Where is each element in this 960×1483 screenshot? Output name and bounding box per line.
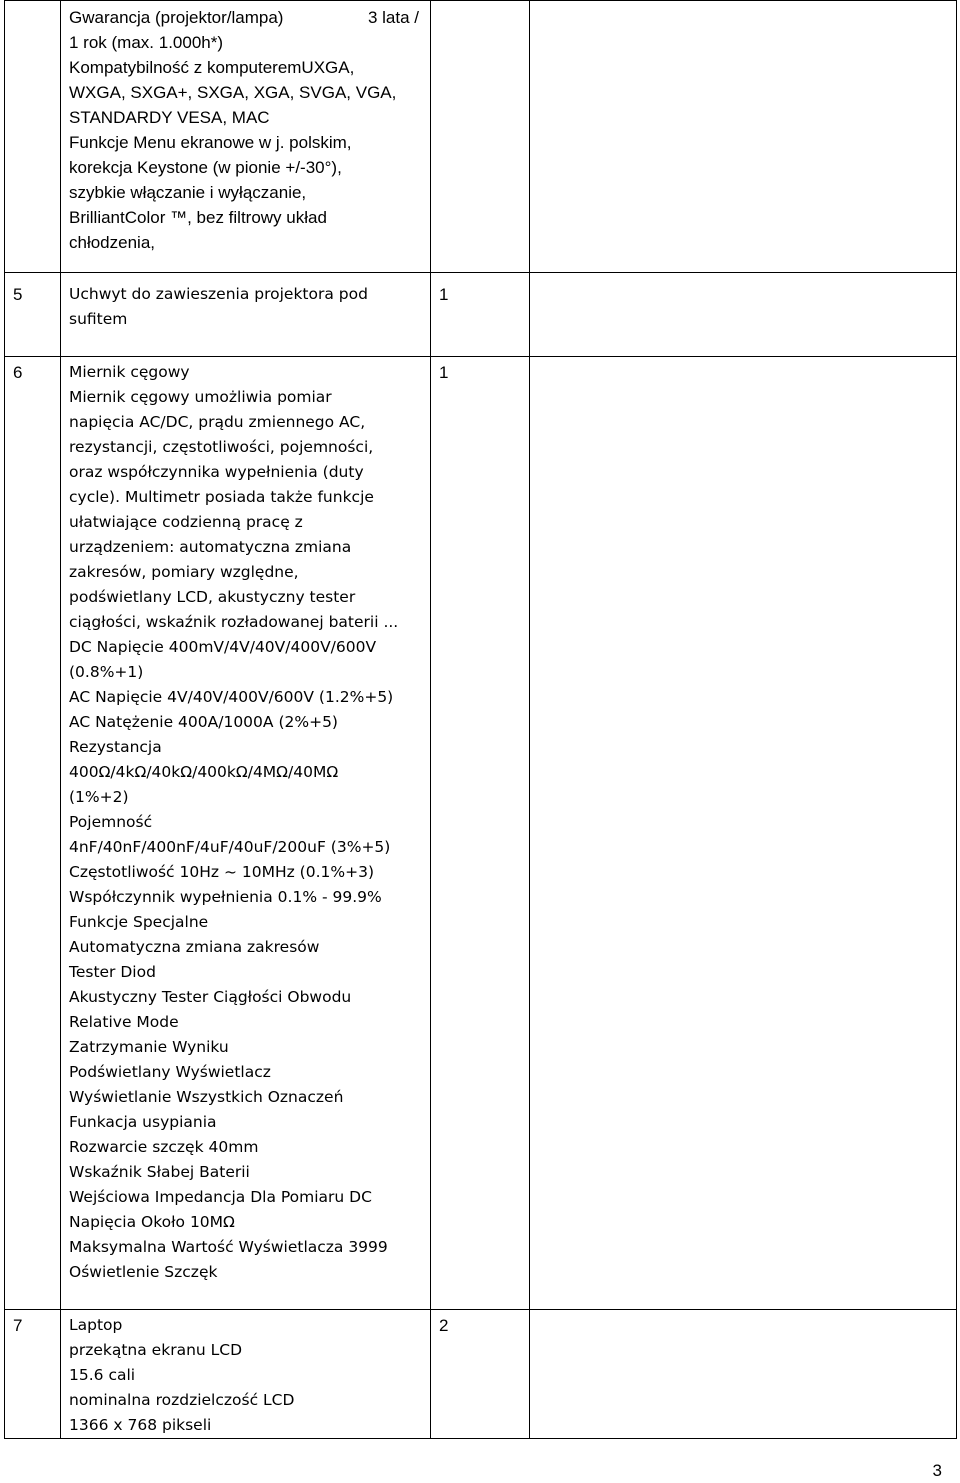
item-line: Tester Diod xyxy=(69,963,156,981)
description-cell xyxy=(61,357,431,1310)
spec-line: BrilliantColor ™, bez filtrowy układ xyxy=(69,208,327,227)
warranty-label: Gwarancja (projektor/lampa) xyxy=(69,8,284,27)
table-row-7 xyxy=(5,1310,957,1439)
spec-line: korekcja Keystone (w pionie +/-30°), xyxy=(69,158,342,177)
item-line: Funkcje Specjalne xyxy=(69,913,209,931)
item-line: urządzeniem: automatyczna zmiana xyxy=(69,538,352,556)
quantity-value: 2 xyxy=(439,1316,449,1335)
quantity-cell xyxy=(431,1310,530,1439)
item-line: Oświetlenie Szczęk xyxy=(69,1263,218,1281)
item-line: Funkacja usypiania xyxy=(69,1113,217,1131)
row-number: 7 xyxy=(13,1316,23,1335)
spec-line: Funkcje Menu ekranowe w j. polskim, xyxy=(69,133,352,152)
spec-line: chłodzenia, xyxy=(69,233,156,252)
quantity-value: 1 xyxy=(439,285,449,304)
item-line: Rezystancja xyxy=(69,738,162,756)
spec-line: szybkie włączanie i wyłączanie, xyxy=(69,183,307,202)
item-line: nominalna rozdzielczość LCD xyxy=(69,1391,295,1409)
table-row-projector-continued xyxy=(5,1,957,273)
spec-line: Kompatybilność z komputeremUXGA, xyxy=(69,58,355,77)
item-line: AC Napięcie 4V/40V/400V/600V (1.2%+5) xyxy=(69,688,394,706)
quantity-cell xyxy=(431,273,530,357)
item-line: AC Natężenie 400A/1000A (2%+5) xyxy=(69,713,338,731)
item-line: Akustyczny Tester Ciągłości Obwodu xyxy=(69,988,352,1006)
row-number: 6 xyxy=(13,363,23,382)
notes-cell xyxy=(530,273,957,357)
quantity-cell xyxy=(431,1,530,273)
description-cell xyxy=(61,273,431,357)
row-number-cell xyxy=(5,1310,61,1439)
item-line: podświetlany LCD, akustyczny tester xyxy=(69,588,356,606)
item-line: Wejściowa Impedancja Dla Pomiaru DC xyxy=(69,1188,372,1206)
row-number-cell xyxy=(5,357,61,1310)
item-line: DC Napięcie 400mV/4V/40V/400V/600V xyxy=(69,638,377,656)
item-line: Częstotliwość 10Hz ~ 10MHz (0.1%+3) xyxy=(69,863,374,881)
item-line: Laptop xyxy=(69,1316,123,1334)
item-line: ciągłości, wskaźnik rozładowanej baterii ... xyxy=(69,613,399,631)
description-cell xyxy=(61,1310,431,1439)
quantity-value: 1 xyxy=(439,363,449,382)
description-cell xyxy=(61,1,431,273)
row-number-cell xyxy=(5,1,61,273)
item-line: Relative Mode xyxy=(69,1013,179,1031)
item-line: rezystancji, częstotliwości, pojemności, xyxy=(69,438,374,456)
item-line: Współczynnik wypełnienia 0.1% - 99.9% xyxy=(69,888,382,906)
item-line: Rozwarcie szczęk 40mm xyxy=(69,1138,259,1156)
item-line: 1366 x 768 pikseli xyxy=(69,1416,212,1434)
table-row-6 xyxy=(5,357,957,1310)
table-row-5 xyxy=(5,273,957,357)
warranty-line xyxy=(69,5,419,30)
spec-line: STANDARDY VESA, MAC xyxy=(69,108,270,127)
item-line: 400Ω/4kΩ/40kΩ/400kΩ/4MΩ/40MΩ xyxy=(69,763,339,781)
row-number-cell xyxy=(5,273,61,357)
warranty-value: 3 lata / xyxy=(367,8,419,27)
specification-table xyxy=(4,0,957,1439)
item-line: Maksymalna Wartość Wyświetlacza 3999 xyxy=(69,1238,388,1256)
item-line: Miernik cęgowy xyxy=(69,363,190,381)
item-line: Miernik cęgowy umożliwia pomiar xyxy=(69,388,332,406)
item-line: 15.6 cali xyxy=(69,1366,136,1384)
item-line: napięcia AC/DC, prądu zmiennego AC, xyxy=(69,413,366,431)
item-line: Wskaźnik Słabej Baterii xyxy=(69,1163,250,1181)
item-line: zakresów, pomiary względne, xyxy=(69,563,299,581)
item-line: ułatwiające codzienną pracę z xyxy=(69,513,303,531)
notes-cell xyxy=(530,1,957,273)
item-line: Pojemność xyxy=(69,813,153,831)
spec-line: WXGA, SXGA+, SXGA, XGA, SVGA, VGA, xyxy=(69,83,397,102)
quantity-cell xyxy=(431,357,530,1310)
item-line: Wyświetlanie Wszystkich Oznaczeń xyxy=(69,1088,344,1106)
item-line: Podświetlany Wyświetlacz xyxy=(69,1063,271,1081)
item-line: Uchwyt do zawieszenia projektora pod xyxy=(69,285,368,303)
row-number: 5 xyxy=(13,285,23,304)
page-number: 3 xyxy=(932,1461,942,1480)
notes-cell xyxy=(530,357,957,1310)
item-line: przekątna ekranu LCD xyxy=(69,1341,243,1359)
item-line: sufitem xyxy=(69,310,128,328)
item-line: (1%+2) xyxy=(69,788,129,806)
item-line: 4nF/40nF/400nF/4uF/40uF/200uF (3%+5) xyxy=(69,838,391,856)
item-line: (0.8%+1) xyxy=(69,663,144,681)
notes-cell xyxy=(530,1310,957,1439)
item-line: Automatyczna zmiana zakresów xyxy=(69,938,320,956)
item-line: Napięcia Około 10MΩ xyxy=(69,1213,235,1231)
item-line: oraz współczynnika wypełnienia (duty xyxy=(69,463,364,481)
item-line: Zatrzymanie Wyniku xyxy=(69,1038,229,1056)
item-line: cycle). Multimetr posiada także funkcje xyxy=(69,488,374,506)
spec-line: 1 rok (max. 1.000h*) xyxy=(69,33,224,52)
